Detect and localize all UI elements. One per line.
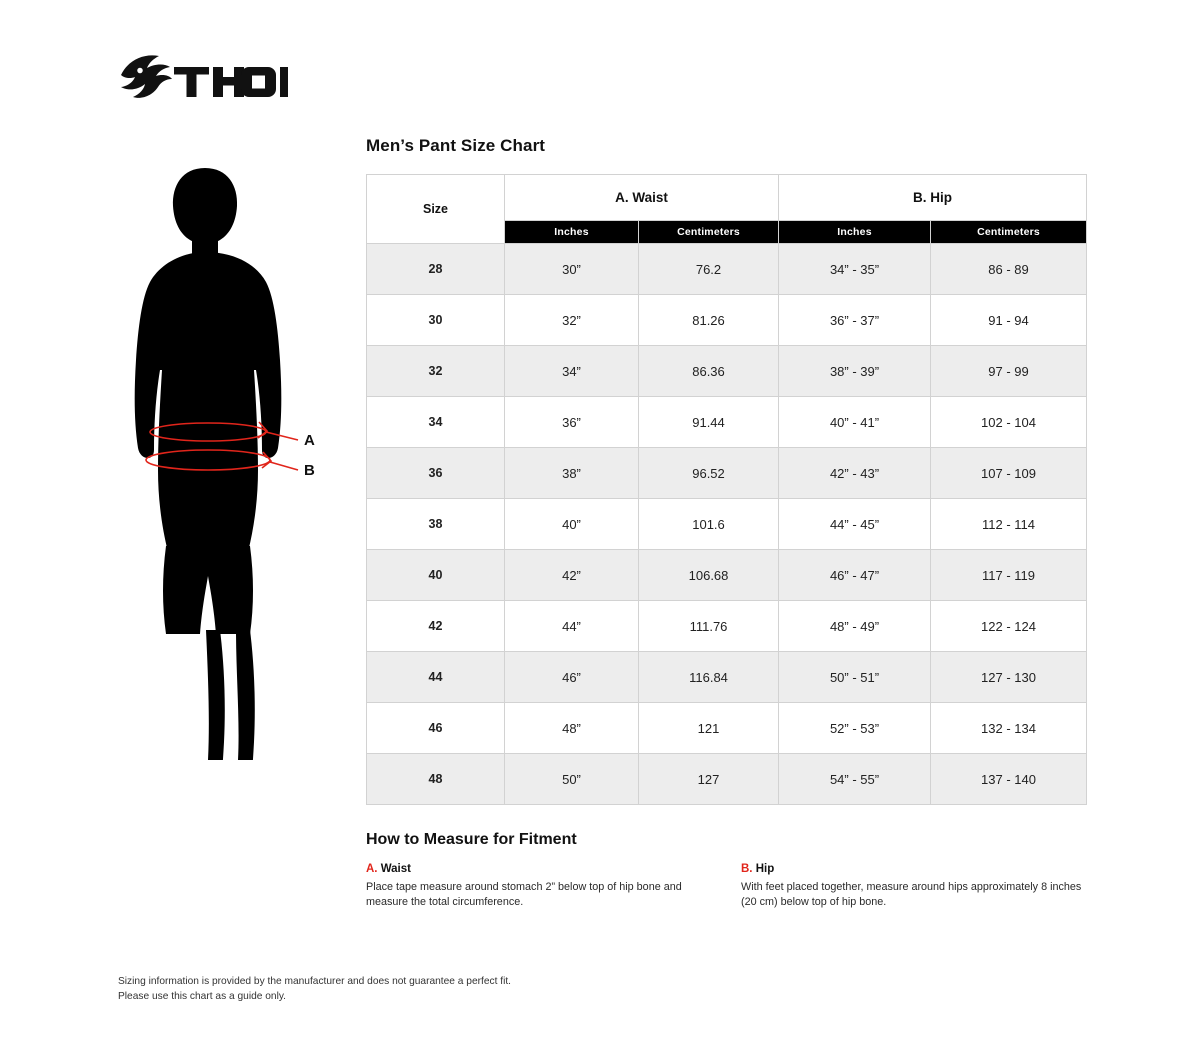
cell-waist-cm: 81.26 [639, 295, 779, 346]
label-a: A [304, 432, 315, 449]
measure-waist-heading [366, 863, 721, 875]
measure-waist-name: Waist [380, 863, 411, 875]
cell-waist-cm: 86.36 [639, 346, 779, 397]
label-b: B [304, 462, 315, 479]
cell-size: 38 [367, 499, 505, 550]
measure-waist-text: Place tape measure around stomach 2” below top of hip bone and measure the total circumference. [366, 881, 682, 909]
cell-hip-cm: 127 - 130 [931, 652, 1087, 703]
cell-waist-in: 30” [505, 244, 639, 295]
table-row [367, 397, 1087, 448]
cell-waist-cm: 121 [639, 703, 779, 754]
col-header-hip: B. Hip [779, 175, 1087, 221]
measure-hip-letter: B. [741, 863, 753, 875]
cell-hip-in: 52” - 53” [779, 703, 931, 754]
size-chart-section [366, 136, 1086, 911]
cell-waist-in: 34” [505, 346, 639, 397]
cell-waist-cm: 76.2 [639, 244, 779, 295]
cell-size: 36 [367, 448, 505, 499]
cell-waist-in: 38” [505, 448, 639, 499]
cell-hip-cm: 112 - 114 [931, 499, 1087, 550]
cell-waist-in: 42” [505, 550, 639, 601]
table-row [367, 295, 1087, 346]
cell-waist-cm: 96.52 [639, 448, 779, 499]
cell-hip-in: 50” - 51” [779, 652, 931, 703]
cell-size: 32 [367, 346, 505, 397]
table-row [367, 703, 1087, 754]
thor-logo [118, 52, 288, 104]
body-diagram [120, 160, 340, 760]
cell-waist-cm: 106.68 [639, 550, 779, 601]
cell-hip-in: 46” - 47” [779, 550, 931, 601]
col-header-waist-cm: Centimeters [639, 221, 779, 244]
measure-waist-letter: A. [366, 863, 378, 875]
cell-hip-cm: 107 - 109 [931, 448, 1087, 499]
cell-waist-cm: 116.84 [639, 652, 779, 703]
cell-waist-cm: 91.44 [639, 397, 779, 448]
col-header-waist: A. Waist [505, 175, 779, 221]
cell-size: 28 [367, 244, 505, 295]
cell-size: 44 [367, 652, 505, 703]
cell-size: 46 [367, 703, 505, 754]
disclaimer-line-2: Please use this chart as a guide only. [118, 991, 287, 1003]
table-row [367, 601, 1087, 652]
cell-hip-in: 40” - 41” [779, 397, 931, 448]
cell-waist-cm: 111.76 [639, 601, 779, 652]
cell-hip-cm: 117 - 119 [931, 550, 1087, 601]
cell-hip-cm: 137 - 140 [931, 754, 1087, 805]
male-silhouette [135, 168, 282, 760]
measure-item-hip [741, 863, 1086, 911]
measure-hip-name: Hip [755, 863, 775, 875]
size-chart-table [366, 174, 1087, 805]
col-header-hip-cm: Centimeters [931, 221, 1087, 244]
table-row [367, 346, 1087, 397]
cell-waist-in: 44” [505, 601, 639, 652]
cell-waist-in: 48” [505, 703, 639, 754]
cell-hip-in: 36” - 37” [779, 295, 931, 346]
col-header-hip-inches: Inches [779, 221, 931, 244]
disclaimer-line-1: Sizing information is provided by the manufacturer and does not guarantee a perfect fit. [118, 976, 512, 987]
table-row [367, 448, 1087, 499]
cell-waist-in: 50” [505, 754, 639, 805]
col-header-waist-inches: Inches [505, 221, 639, 244]
cell-hip-in: 54” - 55” [779, 754, 931, 805]
measure-hip-heading [741, 863, 1086, 875]
cell-hip-cm: 132 - 134 [931, 703, 1087, 754]
table-row [367, 499, 1087, 550]
disclaimer [118, 974, 511, 1005]
measure-hip-text: With feet placed together, measure around hips approximately 8 inches (20 cm) below top of hip bone. [741, 881, 1082, 909]
how-to-measure-columns [366, 863, 1086, 911]
cell-size: 30 [367, 295, 505, 346]
cell-waist-cm: 127 [639, 754, 779, 805]
cell-hip-in: 42” - 43” [779, 448, 931, 499]
cell-waist-in: 46” [505, 652, 639, 703]
cell-hip-cm: 102 - 104 [931, 397, 1087, 448]
table-row [367, 754, 1087, 805]
col-header-size: Size [367, 175, 505, 244]
cell-waist-in: 36” [505, 397, 639, 448]
cell-size: 42 [367, 601, 505, 652]
table-row [367, 244, 1087, 295]
measure-item-waist [366, 863, 741, 911]
cell-hip-cm: 122 - 124 [931, 601, 1087, 652]
cell-hip-in: 34” - 35” [779, 244, 931, 295]
cell-size: 40 [367, 550, 505, 601]
cell-hip-in: 38” - 39” [779, 346, 931, 397]
how-to-measure-title: How to Measure for Fitment [366, 831, 577, 848]
cell-waist-in: 40” [505, 499, 639, 550]
cell-size: 48 [367, 754, 505, 805]
cell-size: 34 [367, 397, 505, 448]
cell-hip-in: 48” - 49” [779, 601, 931, 652]
cell-waist-in: 32” [505, 295, 639, 346]
cell-hip-cm: 97 - 99 [931, 346, 1087, 397]
cell-hip-in: 44” - 45” [779, 499, 931, 550]
table-row [367, 550, 1087, 601]
cell-hip-cm: 91 - 94 [931, 295, 1087, 346]
page-title: Men’s Pant Size Chart [366, 136, 546, 155]
cell-hip-cm: 86 - 89 [931, 244, 1087, 295]
size-chart-body [367, 244, 1087, 805]
cell-waist-cm: 101.6 [639, 499, 779, 550]
table-row [367, 652, 1087, 703]
